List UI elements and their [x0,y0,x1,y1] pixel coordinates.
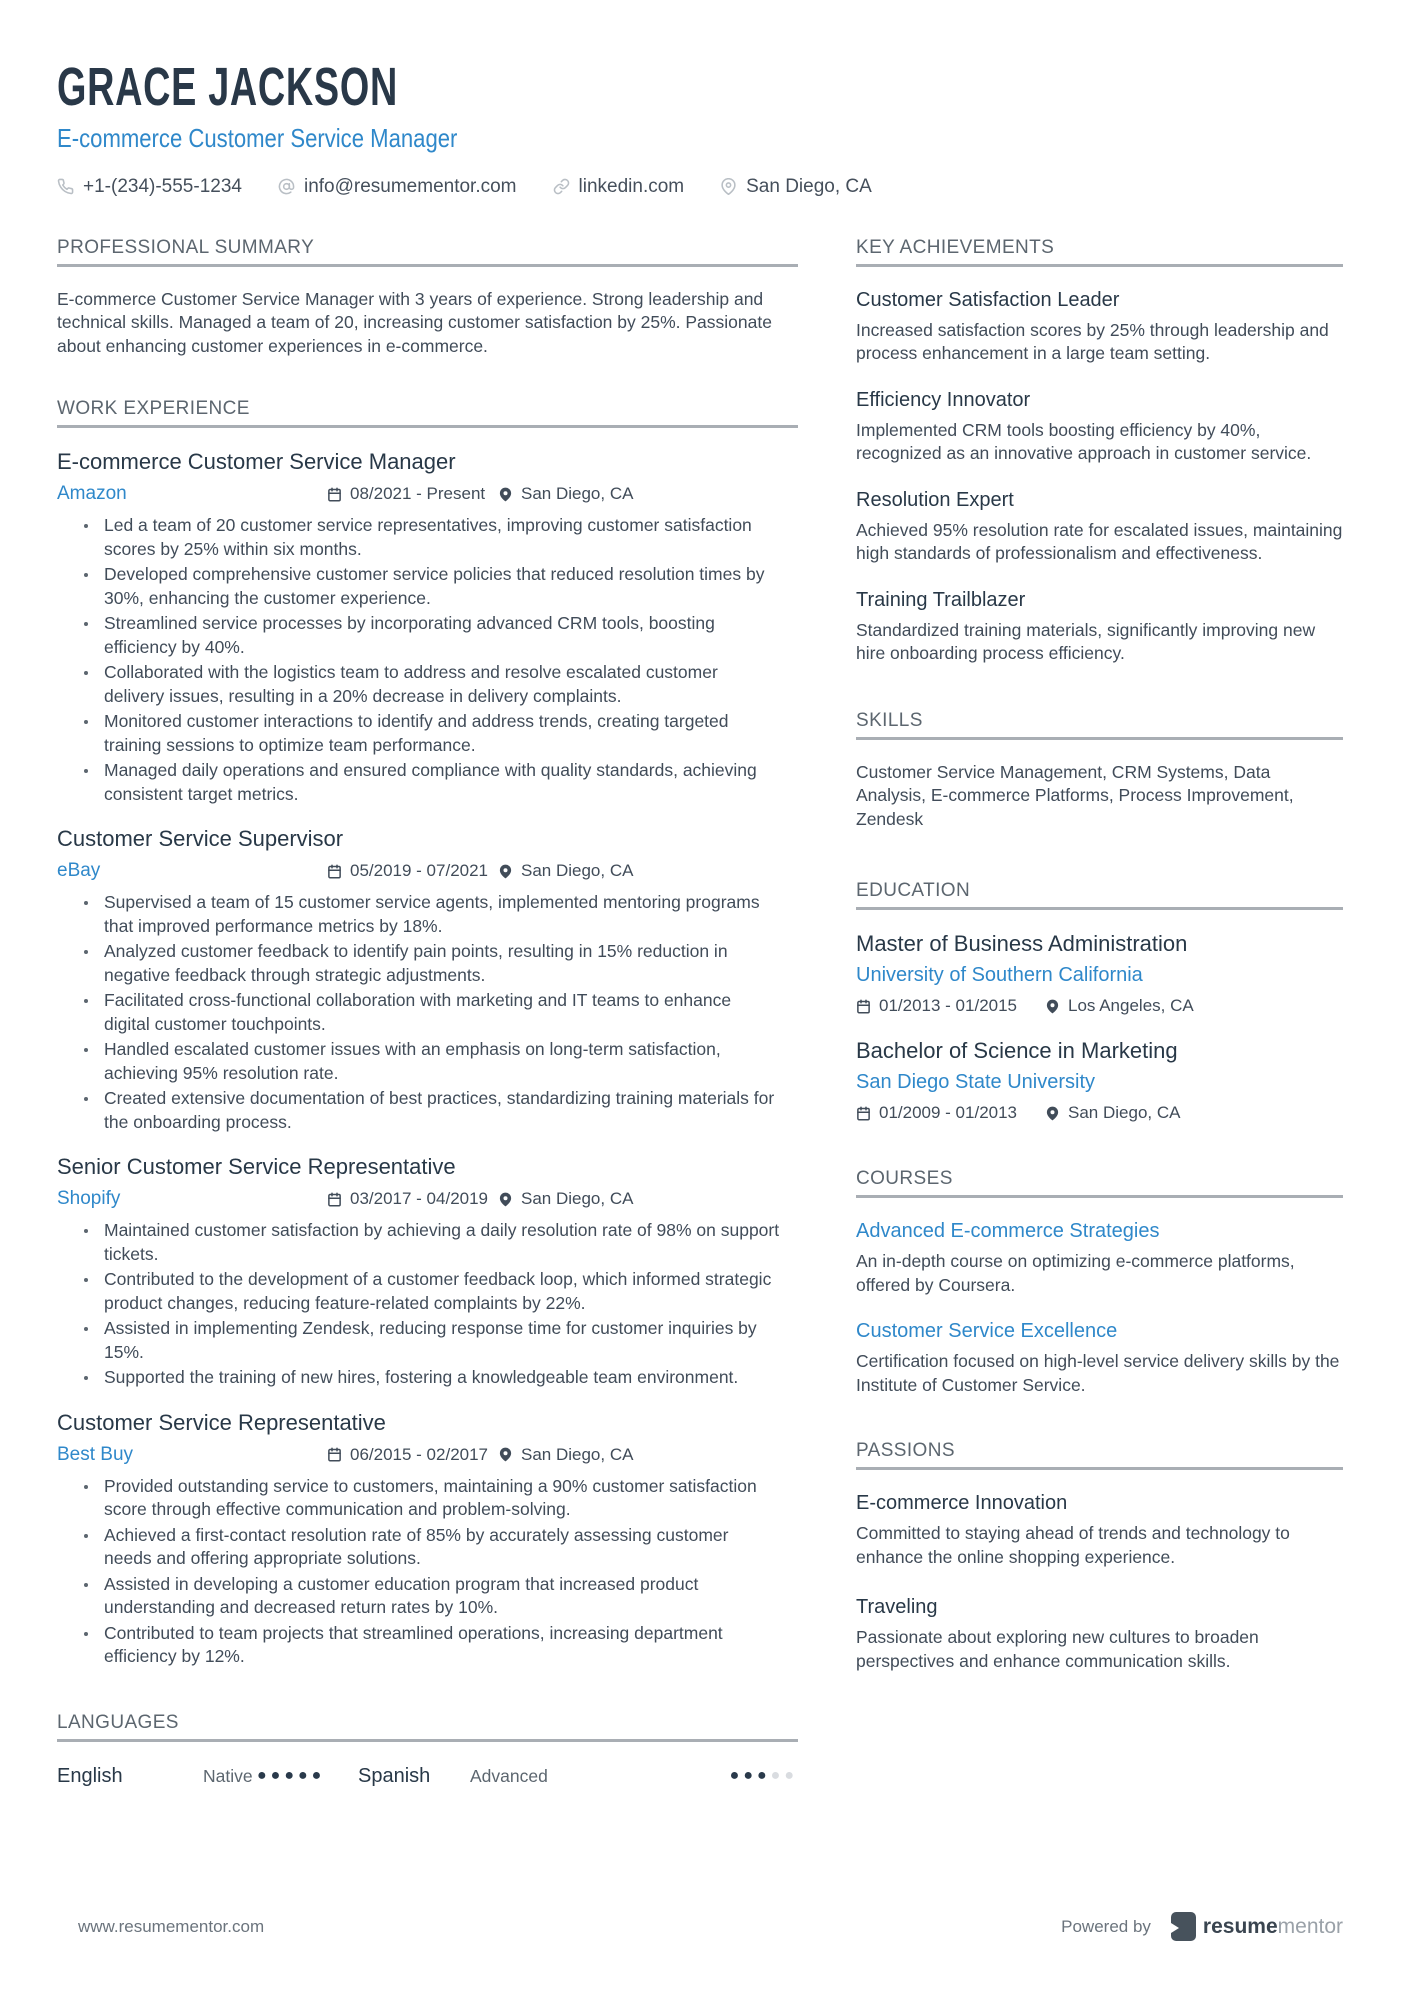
company-name: Amazon [57,483,127,505]
language-name: English [57,1764,123,1787]
contact-email[interactable] [278,176,517,198]
job-location: San Diego, CA [498,861,798,881]
calendar-icon [856,1106,871,1121]
bullet-item: Managed daily operations and ensured compliance with quality standards, achieving consistent target metrics. [57,759,780,806]
education-meta-row [856,1103,1343,1123]
school-name: University of Southern California [856,964,1143,987]
section-heading-languages: LANGUAGES [57,1713,798,1742]
section-heading-education: EDUCATION [856,881,1343,910]
powered-by-group [1061,1912,1343,1941]
contact-row [57,176,1343,198]
section-heading-summary: PROFESSIONAL SUMMARY [57,238,798,267]
job-location: San Diego, CA [498,1445,798,1465]
bullet-item: Assisted in developing a customer education program that increased product understanding and decreased return rates by 10%. [57,1573,780,1620]
section-professional-summary [57,238,798,359]
contact-location [720,176,872,198]
section-skills [856,711,1343,832]
pin-icon [498,1447,513,1462]
course-text: Certification focused on high-level service delivery skills by the Institute of Customer Service. [856,1351,1340,1395]
achievement-title: Customer Satisfaction Leader [856,288,1120,311]
pin-icon [498,1192,513,1207]
language-proficiency-dots: ●●●●● [257,1767,326,1785]
section-key-achievements [856,238,1343,666]
calendar-icon [856,999,871,1014]
bullet-item: Assisted in implementing Zendesk, reducing response time for customer inquiries by 15%. [57,1317,780,1364]
company-name: Best Buy [57,1443,134,1465]
phone-icon [57,178,74,195]
passion-item [856,1595,1343,1673]
job-dates: 03/2017 - 04/2019 [327,1189,498,1209]
resumementor-logo[interactable] [1171,1912,1343,1941]
experience-entry [57,1154,798,1390]
job-dates: 08/2021 - Present [327,484,498,504]
language-item [57,1765,358,1788]
bullet-item: Contributed to team projects that streamlined operations, increasing department efficiency by 12%. [57,1622,780,1669]
link-icon [553,178,570,195]
section-heading-experience: WORK EXPERIENCE [57,399,798,428]
job-location: San Diego, CA [498,1189,798,1209]
contact-linkedin-value[interactable]: linkedin.com [578,175,685,197]
course-title: Customer Service Excellence [856,1320,1118,1343]
summary-text: E-commerce Customer Service Manager with 3 years of experience. Strong leadership and technical skills. Managed a team of 20, increasing customer satisfaction by 25%. Passionate about enhancing customer experiences in e-commerce. [57,288,772,356]
job-meta-row [57,860,798,882]
job-dates: 06/2015 - 02/2017 [327,1445,498,1465]
bullet-item: Provided outstanding service to customers, maintaining a 90% customer satisfaction score through effective communication and problem-solving. [57,1475,780,1522]
course-item [856,1319,1343,1397]
calendar-icon [327,864,342,879]
language-proficiency-dots: ●●●●● [729,1767,798,1785]
course-text: An in-depth course on optimizing e-commerce platforms, offered by Coursera. [856,1251,1295,1295]
section-heading-skills: SKILLS [856,711,1343,740]
contact-email-value[interactable]: info@resumementor.com [303,175,517,197]
bullet-item: Supported the training of new hires, fostering a knowledgeable team environment. [57,1366,780,1390]
job-title: E-commerce Customer Service Manager [57,449,456,475]
job-meta-row [57,483,798,505]
education-meta-row [856,996,1343,1016]
education-entry [856,931,1343,1016]
resumementor-logo-icon [1171,1912,1196,1941]
company-name: Shopify [57,1188,121,1210]
section-heading-courses: COURSES [856,1169,1343,1198]
education-dates: 01/2009 - 01/2013 [856,1103,1017,1123]
pin-icon [498,487,513,502]
pin-icon [1045,999,1060,1014]
right-column [856,238,1343,1788]
job-bullets [57,1219,798,1390]
candidate-name: GRACE JACKSON [57,57,398,117]
job-location: San Diego, CA [498,484,798,504]
education-entry [856,1038,1343,1123]
bullet-item: Facilitated cross-functional collaboration with marketing and IT teams to enhance digital customer touchpoints. [57,989,780,1036]
course-item [856,1219,1343,1297]
section-heading-passions: PASSIONS [856,1441,1343,1470]
experience-entry [57,826,798,1134]
achievement-title: Efficiency Innovator [856,388,1031,411]
job-dates: 05/2019 - 07/2021 [327,861,498,881]
candidate-job-title: E-commerce Customer Service Manager [57,122,458,153]
education-location: Los Angeles, CA [1045,996,1194,1016]
contact-phone [57,176,242,198]
job-meta-row [57,1188,798,1210]
calendar-icon [327,487,342,502]
achievement-text: Increased satisfaction scores by 25% through leadership and process enhancement in a large team setting. [856,319,1329,364]
experience-entry [57,1410,798,1669]
contact-phone-value: +1-(234)-555-1234 [83,175,242,197]
footer-site-url[interactable]: www.resumementor.com [78,1916,265,1936]
bullet-item: Streamlined service processes by incorporating advanced CRM tools, boosting efficiency by 40%. [57,612,780,659]
experience-entry [57,449,798,806]
bullet-item: Monitored customer interactions to identify and address trends, creating targeted training sessions to optimize team performance. [57,710,780,757]
job-bullets [57,514,798,806]
at-icon [278,178,295,195]
pin-icon [720,178,737,195]
achievement-item [856,288,1343,366]
language-level: Native [203,1765,253,1786]
powered-by-label: Powered by [1061,1916,1151,1936]
passion-title: Traveling [856,1596,938,1619]
achievement-title: Resolution Expert [856,488,1014,511]
school-name: San Diego State University [856,1071,1096,1094]
passion-text: Passionate about exploring new cultures to broaden perspectives and enhance communication skills. [856,1627,1259,1671]
degree-title: Bachelor of Science in Marketing [856,1038,1178,1064]
achievement-text: Standardized training materials, significantly improving new hire onboarding process efficiency. [856,619,1316,664]
skills-list: Customer Service Management, CRM Systems, Data Analysis, E-commerce Platforms, Process Improvement, Zendesk [856,761,1294,829]
section-languages [57,1713,798,1788]
bullet-item: Developed comprehensive customer service policies that reduced resolution times by 30%, enhancing the customer experience. [57,563,780,610]
contact-location-value: San Diego, CA [746,175,872,197]
company-name: eBay [57,860,101,882]
bullet-item: Led a team of 20 customer service representatives, improving customer satisfaction scores by 25% within six months. [57,514,780,561]
language-item [358,1765,798,1788]
section-courses [856,1169,1343,1397]
achievement-item [856,388,1343,466]
achievement-title: Training Trailblazer [856,588,1026,611]
contact-linkedin[interactable] [553,176,685,198]
job-meta-row [57,1444,798,1466]
calendar-icon [327,1192,342,1207]
bullet-item: Handled escalated customer issues with an emphasis on long-term satisfaction, achieving 95% resolution rate. [57,1038,780,1085]
job-title: Customer Service Representative [57,1409,386,1435]
section-heading-achievements: KEY ACHIEVEMENTS [856,238,1343,267]
bullet-item: Collaborated with the logistics team to address and resolve escalated customer delivery issues, resulting in a 20% decrease in delivery complaints. [57,661,780,708]
languages-row [57,1765,798,1788]
resumementor-logo-text: resumementor [1202,1914,1343,1938]
job-bullets [57,1475,798,1669]
achievement-item [856,488,1343,566]
section-passions [856,1441,1343,1673]
degree-title: Master of Business Administration [856,931,1188,957]
achievement-item [856,588,1343,666]
bullet-item: Maintained customer satisfaction by achieving a daily resolution rate of 98% on support tickets. [57,1219,780,1266]
achievement-text: Implemented CRM tools boosting efficiency by 40%, recognized as an innovative approach in customer service. [856,419,1312,464]
language-name: Spanish [358,1764,431,1787]
bullet-item: Contributed to the development of a customer feedback loop, which informed strategic product changes, reducing feature-related complaints by 22%. [57,1268,780,1315]
education-dates: 01/2013 - 01/2015 [856,996,1017,1016]
passion-text: Committed to staying ahead of trends and technology to enhance the online shopping experience. [856,1523,1290,1567]
bullet-item: Analyzed customer feedback to identify pain points, resulting in 15% reduction in negative feedback through strategic adjustments. [57,940,780,987]
job-title: Senior Customer Service Representative [57,1154,456,1180]
resume-header [57,57,1343,198]
section-work-experience [57,399,798,1669]
job-title: Customer Service Supervisor [57,826,344,852]
passion-title: E-commerce Innovation [856,1492,1068,1515]
pin-icon [1045,1106,1060,1121]
page-footer [57,1912,1343,1941]
language-level: Advanced [470,1765,548,1786]
bullet-item: Achieved a first-contact resolution rate of 85% by accurately assessing customer needs and offering appropriate solutions. [57,1524,780,1571]
achievement-text: Achieved 95% resolution rate for escalated issues, maintaining high standards of professionalism and effectiveness. [856,519,1343,564]
left-column [57,238,798,1788]
calendar-icon [327,1447,342,1462]
education-location: San Diego, CA [1045,1103,1180,1123]
pin-icon [498,864,513,879]
job-bullets [57,891,798,1134]
course-title: Advanced E-commerce Strategies [856,1220,1160,1243]
bullet-item: Created extensive documentation of best practices, standardizing training materials for the onboarding process. [57,1087,780,1134]
passion-item [856,1491,1343,1569]
section-education [856,881,1343,1123]
bullet-item: Supervised a team of 15 customer service agents, implemented mentoring programs that improved performance metrics by 18%. [57,891,780,938]
